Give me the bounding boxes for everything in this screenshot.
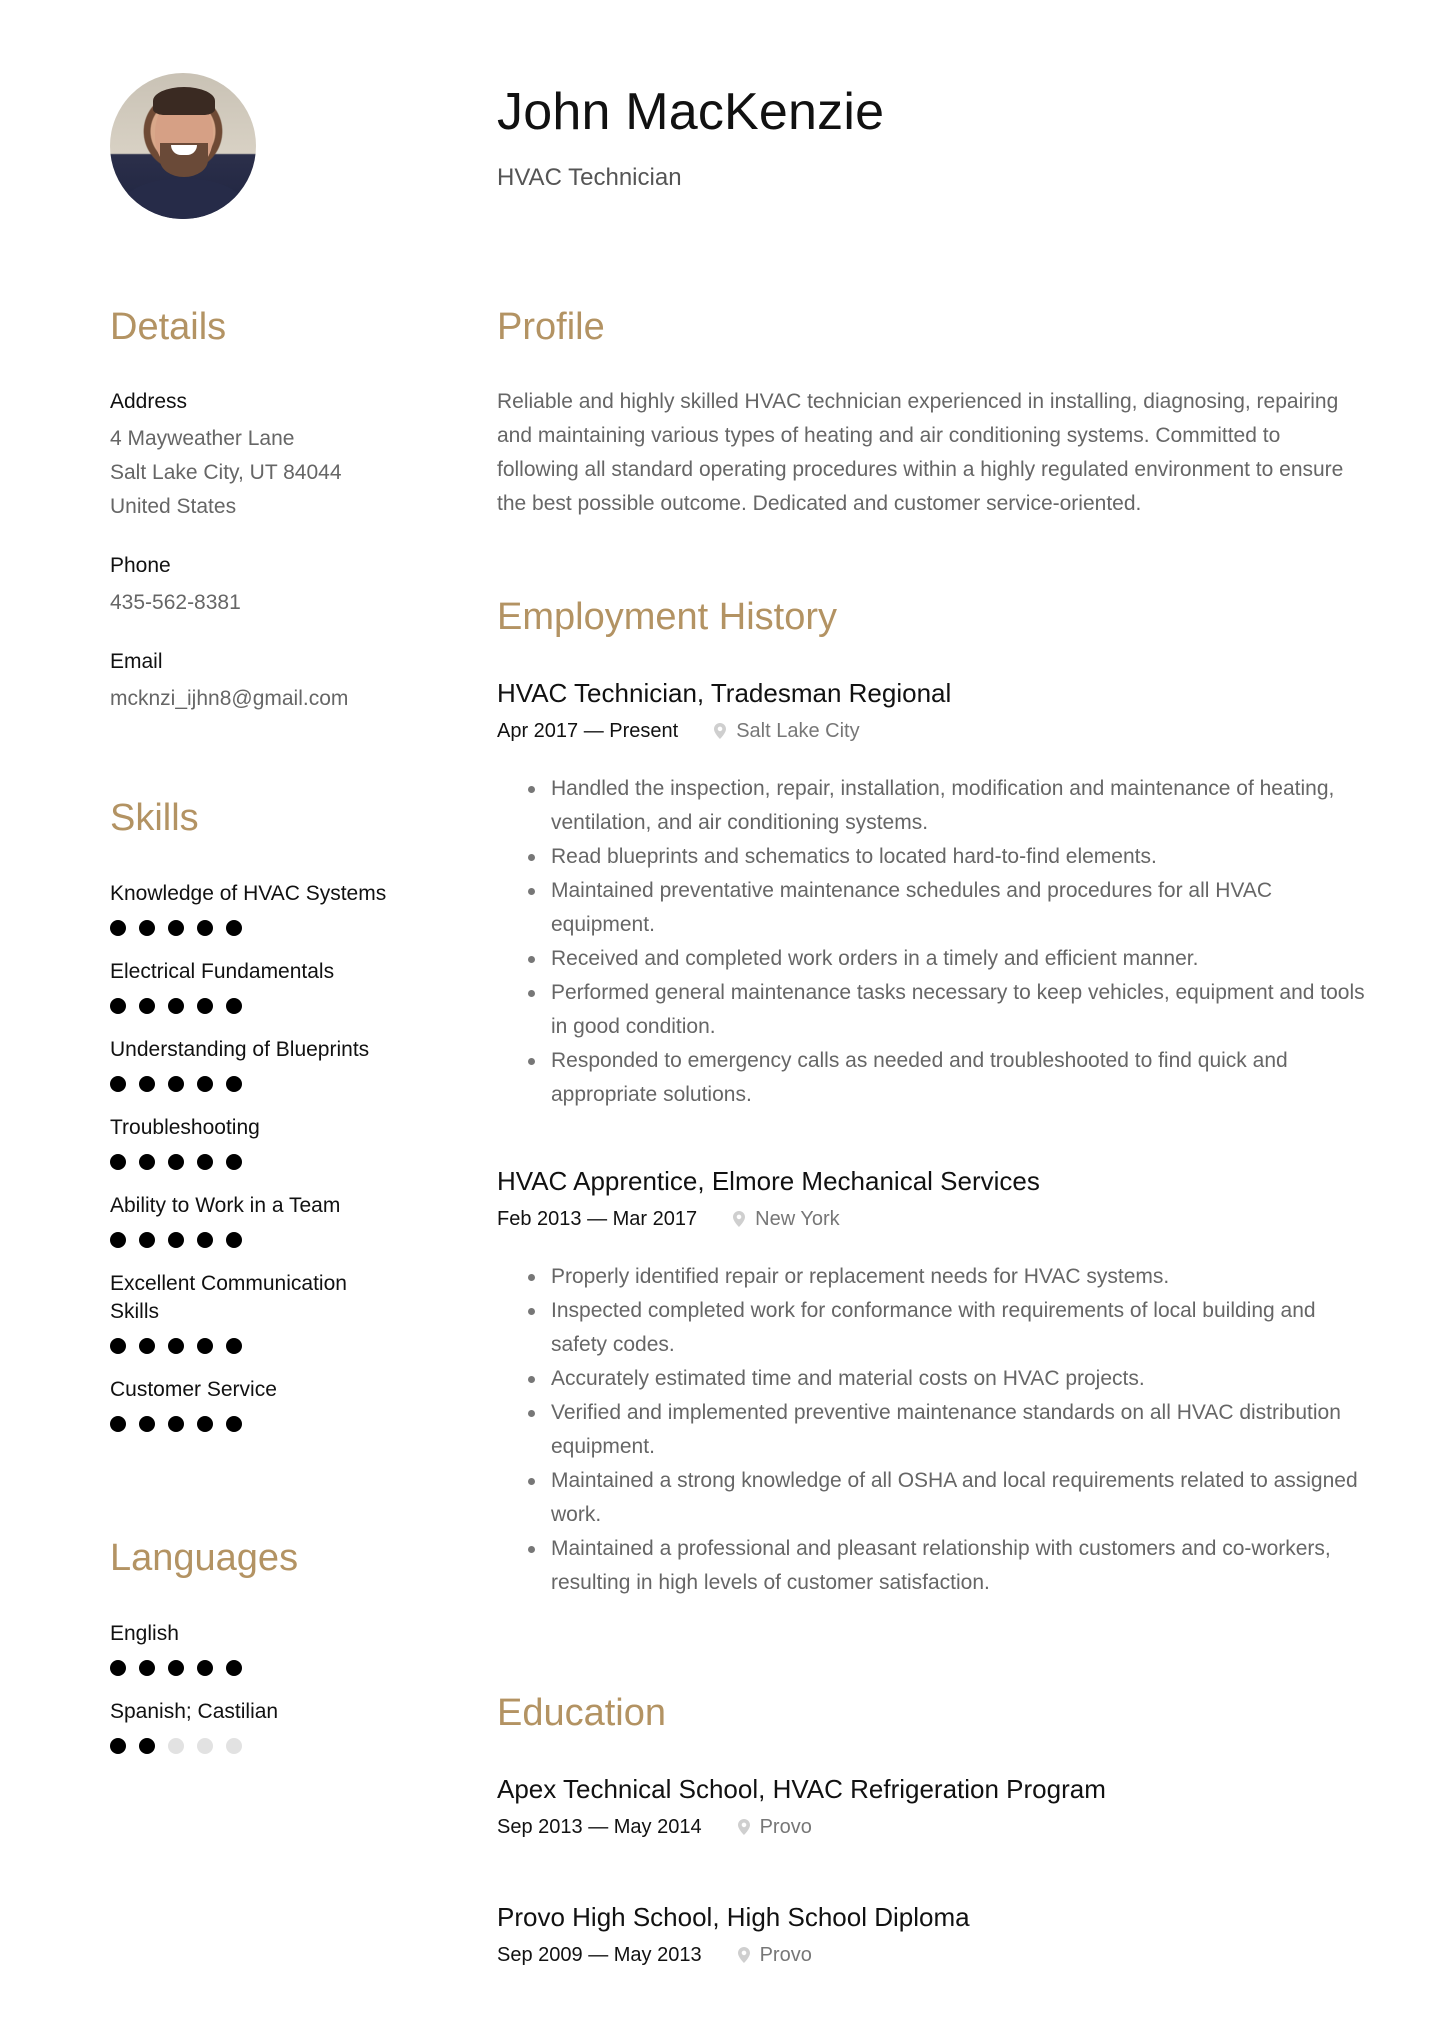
skill-item bbox=[110, 1192, 430, 1248]
education-location bbox=[738, 1940, 812, 1970]
rating-dot-filled bbox=[110, 1738, 126, 1754]
education-dates: Sep 2013 — May 2014 bbox=[497, 1816, 702, 1838]
skill-item bbox=[110, 1036, 430, 1092]
rating-dot-filled bbox=[110, 998, 126, 1014]
employment-heading: Employment History bbox=[497, 596, 837, 638]
phone-label: Phone bbox=[110, 554, 171, 577]
skill-rating bbox=[110, 998, 430, 1014]
education-entry bbox=[497, 1772, 1367, 1842]
profile-text: Reliable and highly skilled HVAC technician experienced in installing, diagnosing, repairing and maintaining various types of heating and air conditioning systems. Committed to following all standard operating procedures within a highly regulated environment to ensure the best possible outcome. Dedicated and customer service-oriented. bbox=[497, 390, 1344, 515]
rating-dot-filled bbox=[197, 1338, 213, 1354]
skill-name: Understanding of Blueprints bbox=[110, 1038, 370, 1061]
rating-dot-filled bbox=[226, 1660, 242, 1676]
job-bullet: Inspected completed work for conformance with requirements of local building and safety codes. bbox=[497, 1294, 1367, 1362]
details-heading: Details bbox=[110, 306, 227, 348]
rating-dot-filled bbox=[168, 1154, 184, 1170]
candidate-title: HVAC Technician bbox=[497, 164, 682, 191]
job-bullets bbox=[497, 772, 1367, 1112]
job-bullet: Accurately estimated time and material costs on HVAC projects. bbox=[497, 1362, 1367, 1396]
rating-dot-filled bbox=[110, 1232, 126, 1248]
rating-dot-filled bbox=[226, 1416, 242, 1432]
rating-dot-filled bbox=[226, 998, 242, 1014]
address-line: 4 Mayweather Lane bbox=[110, 427, 295, 450]
education-title: Provo High School, High School Diploma bbox=[497, 1902, 970, 1932]
location-pin-icon bbox=[714, 723, 726, 739]
job-bullet: Verified and implemented preventive maintenance standards on all HVAC distribution equipment. bbox=[497, 1396, 1367, 1464]
language-rating bbox=[110, 1660, 430, 1676]
job-bullet: Properly identified repair or replacement needs for HVAC systems. bbox=[497, 1260, 1367, 1294]
avatar-shirt bbox=[120, 178, 246, 219]
language-name: Spanish; Castilian bbox=[110, 1700, 279, 1723]
profile-heading: Profile bbox=[497, 306, 605, 348]
rating-dot-filled bbox=[226, 1076, 242, 1092]
skill-item bbox=[110, 1376, 430, 1432]
rating-dot-filled bbox=[197, 1076, 213, 1092]
job-location-text: Salt Lake City bbox=[736, 720, 860, 742]
education-heading: Education bbox=[497, 1692, 667, 1734]
rating-dot-filled bbox=[226, 1338, 242, 1354]
rating-dot-filled bbox=[139, 1416, 155, 1432]
job-location-text: New York bbox=[755, 1208, 840, 1230]
job-bullet: Maintained preventative maintenance schedules and procedures for all HVAC equipment. bbox=[497, 874, 1367, 942]
education-location-text: Provo bbox=[759, 1944, 812, 1966]
rating-dot-filled bbox=[197, 1154, 213, 1170]
skill-item bbox=[110, 880, 430, 936]
skill-item bbox=[110, 958, 430, 1014]
avatar-hair bbox=[153, 87, 215, 115]
skill-rating bbox=[110, 1076, 430, 1092]
email-label: Email bbox=[110, 650, 163, 673]
rating-dot-filled bbox=[168, 1416, 184, 1432]
rating-dot-filled bbox=[168, 920, 184, 936]
language-rating bbox=[110, 1738, 430, 1754]
skill-rating bbox=[110, 1154, 430, 1170]
rating-dot-empty bbox=[226, 1738, 242, 1754]
rating-dot-filled bbox=[168, 1660, 184, 1676]
rating-dot-filled bbox=[139, 1154, 155, 1170]
skill-name: Customer Service bbox=[110, 1378, 277, 1401]
rating-dot-filled bbox=[226, 920, 242, 936]
job-bullet: Received and completed work orders in a timely and efficient manner. bbox=[497, 942, 1367, 976]
language-item bbox=[110, 1698, 430, 1754]
job-bullet: Maintained a professional and pleasant relationship with customers and co-workers, resulting in high levels of customer satisfaction. bbox=[497, 1532, 1367, 1600]
job-dates: Feb 2013 — Mar 2017 bbox=[497, 1208, 698, 1230]
skills-list bbox=[110, 880, 430, 1454]
education-dates: Sep 2009 — May 2013 bbox=[497, 1944, 702, 1966]
languages-list bbox=[110, 1620, 430, 1776]
job-bullet: Maintained a strong knowledge of all OSHA and local requirements related to assigned work. bbox=[497, 1464, 1367, 1532]
education-location bbox=[738, 1812, 812, 1842]
phone-value: 435-562-8381 bbox=[110, 591, 241, 614]
rating-dot-filled bbox=[168, 1076, 184, 1092]
job-bullet: Handled the inspection, repair, installation, modification and maintenance of heating, ventilation, and air conditioning systems. bbox=[497, 772, 1367, 840]
rating-dot-filled bbox=[110, 1076, 126, 1092]
rating-dot-filled bbox=[197, 1660, 213, 1676]
job-bullet: Responded to emergency calls as needed and troubleshooted to find quick and appropriate solutions. bbox=[497, 1044, 1367, 1112]
job-location bbox=[733, 1204, 840, 1234]
location-pin-icon bbox=[738, 1947, 750, 1963]
skill-name: Knowledge of HVAC Systems bbox=[110, 882, 387, 905]
avatar bbox=[110, 73, 256, 219]
job-bullet: Read blueprints and schematics to located hard-to-find elements. bbox=[497, 840, 1367, 874]
email-value[interactable]: mcknzi_ijhn8@gmail.com bbox=[110, 687, 349, 710]
skill-rating bbox=[110, 1338, 430, 1354]
rating-dot-filled bbox=[139, 1738, 155, 1754]
education-list bbox=[497, 1772, 1367, 2028]
rating-dot-filled bbox=[139, 1660, 155, 1676]
address-line: Salt Lake City, UT 84044 bbox=[110, 461, 342, 484]
job-bullets bbox=[497, 1260, 1367, 1600]
rating-dot-filled bbox=[139, 1338, 155, 1354]
job-entry bbox=[497, 676, 1367, 1112]
location-pin-icon bbox=[738, 1819, 750, 1835]
skill-item bbox=[110, 1114, 430, 1170]
job-dates: Apr 2017 — Present bbox=[497, 720, 679, 742]
rating-dot-filled bbox=[168, 1338, 184, 1354]
rating-dot-filled bbox=[110, 1416, 126, 1432]
skill-rating bbox=[110, 1416, 430, 1432]
rating-dot-empty bbox=[197, 1738, 213, 1754]
rating-dot-filled bbox=[197, 1416, 213, 1432]
skill-name: Electrical Fundamentals bbox=[110, 960, 335, 983]
rating-dot-filled bbox=[197, 998, 213, 1014]
rating-dot-filled bbox=[168, 998, 184, 1014]
rating-dot-filled bbox=[139, 920, 155, 936]
education-meta bbox=[497, 1940, 1367, 1970]
job-title: HVAC Apprentice, Elmore Mechanical Services bbox=[497, 1166, 1040, 1196]
job-entry bbox=[497, 1164, 1367, 1600]
skills-heading: Skills bbox=[110, 797, 199, 839]
rating-dot-filled bbox=[226, 1232, 242, 1248]
language-item bbox=[110, 1620, 430, 1676]
rating-dot-filled bbox=[110, 920, 126, 936]
address-line: United States bbox=[110, 495, 237, 518]
job-title: HVAC Technician, Tradesman Regional bbox=[497, 678, 952, 708]
rating-dot-empty bbox=[168, 1738, 184, 1754]
rating-dot-filled bbox=[168, 1232, 184, 1248]
skill-item bbox=[110, 1270, 430, 1354]
education-title: Apex Technical School, HVAC Refrigeration Program bbox=[497, 1774, 1106, 1804]
rating-dot-filled bbox=[226, 1154, 242, 1170]
location-pin-icon bbox=[733, 1211, 745, 1227]
rating-dot-filled bbox=[139, 998, 155, 1014]
skill-name: Excellent Communication Skills bbox=[110, 1272, 347, 1323]
skill-rating bbox=[110, 1232, 430, 1248]
rating-dot-filled bbox=[139, 1076, 155, 1092]
languages-heading: Languages bbox=[110, 1537, 299, 1579]
education-entry bbox=[497, 1900, 1367, 1970]
rating-dot-filled bbox=[110, 1154, 126, 1170]
skill-rating bbox=[110, 920, 430, 936]
language-name: English bbox=[110, 1622, 179, 1645]
skill-name: Troubleshooting bbox=[110, 1116, 260, 1139]
rating-dot-filled bbox=[110, 1338, 126, 1354]
job-location bbox=[714, 716, 859, 746]
candidate-name: John MacKenzie bbox=[497, 83, 885, 141]
details-section bbox=[110, 388, 430, 716]
employment-list bbox=[497, 676, 1367, 1600]
skill-name: Ability to Work in a Team bbox=[110, 1194, 341, 1217]
rating-dot-filled bbox=[139, 1232, 155, 1248]
education-location-text: Provo bbox=[759, 1816, 812, 1838]
job-bullet: Performed general maintenance tasks necessary to keep vehicles, equipment and tools in good condition. bbox=[497, 976, 1367, 1044]
address-label: Address bbox=[110, 390, 188, 413]
job-meta bbox=[497, 716, 1367, 746]
rating-dot-filled bbox=[110, 1660, 126, 1676]
rating-dot-filled bbox=[197, 1232, 213, 1248]
education-meta bbox=[497, 1812, 1367, 1842]
rating-dot-filled bbox=[197, 920, 213, 936]
job-meta bbox=[497, 1204, 1367, 1234]
